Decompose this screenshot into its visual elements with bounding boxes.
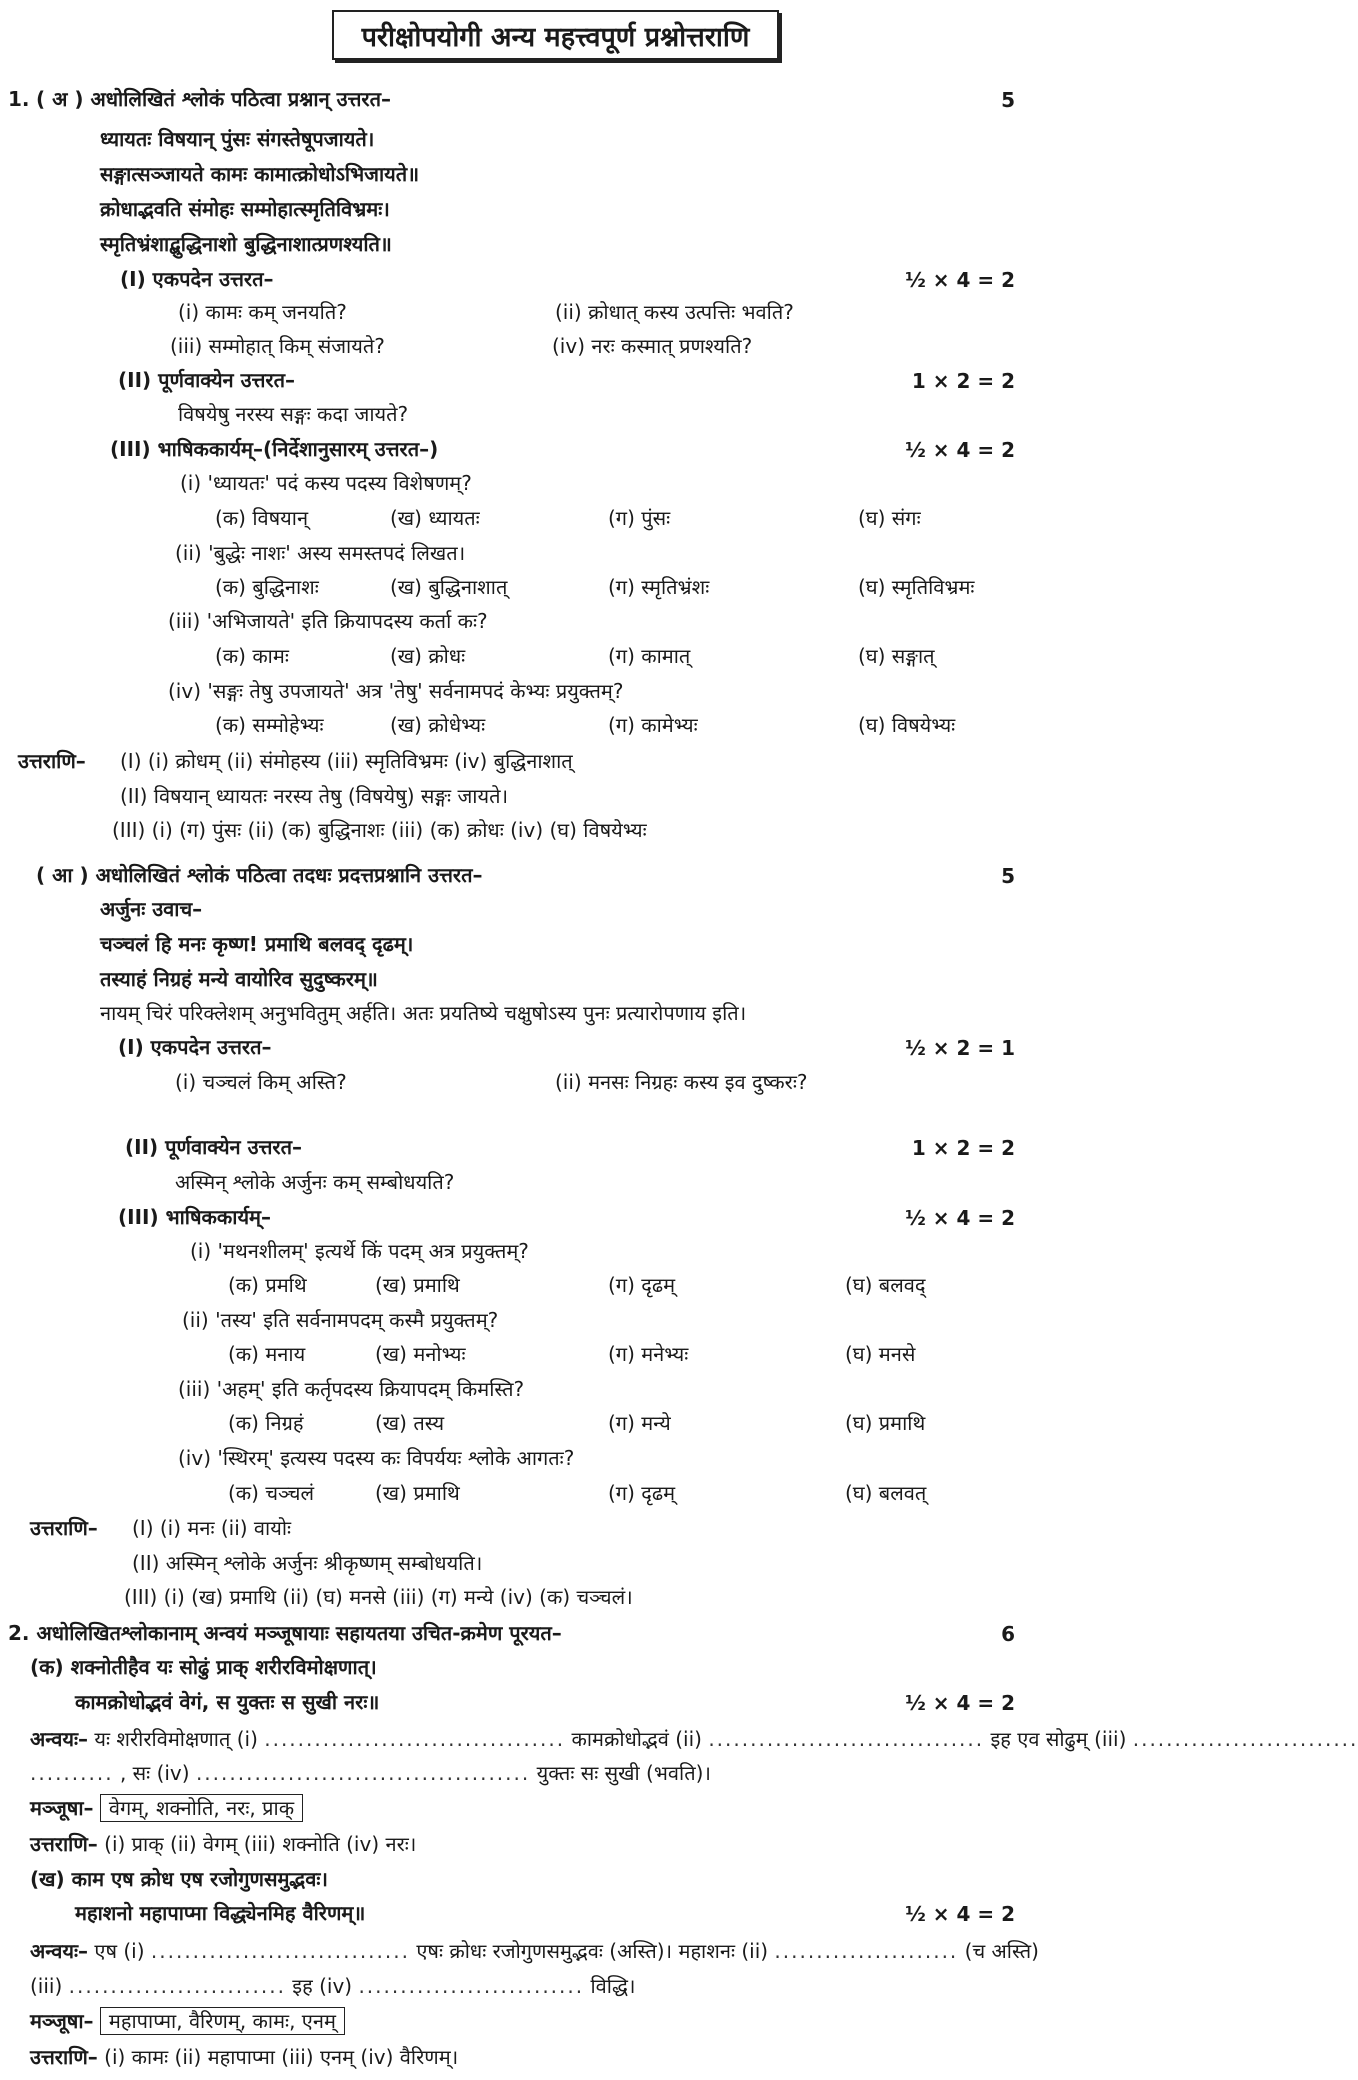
option: (ख) क्रोधेभ्यः (390, 713, 486, 737)
question-item: (iv) 'स्थिरम्' इत्यस्य पदस्य कः विपर्ययः श्लोके आगतः? (178, 1446, 575, 1470)
blank[interactable]: .......................... (68, 1974, 286, 1998)
q2-marks: 6 (1001, 1622, 1015, 1646)
q2kh-shloka-line: (ख) काम एष क्रोध एष रजोगुणसमुद्भवः। (30, 1867, 328, 1891)
option: (ख) प्रमाथि (375, 1481, 460, 1505)
question-item: (iii) 'अहम्' इति कर्तृपदस्य क्रियापदम् किमस्ति? (178, 1377, 525, 1401)
option: (क) सम्मोहेभ्यः (215, 713, 324, 737)
option: (ग) दृढम् (608, 1273, 676, 1297)
answers-label: उत्तराणि– (18, 749, 86, 773)
option: (ख) ध्यायतः (390, 506, 480, 530)
q1b-III-marks: ½ × 4 = 2 (905, 1206, 1015, 1230)
q2k-shloka-line: कामक्रोधोद्भवं वेगं, स युक्तः स सुखी नरः॥ (75, 1690, 380, 1714)
q1a-II-marks: 1 × 2 = 2 (911, 369, 1015, 393)
q1b-marks: 5 (1001, 864, 1015, 888)
anvaya-text: एषः क्रोधः रजोगुणसमुद्भवः (अस्ति)। महाशनः (ii) (416, 1939, 769, 1963)
q1b-II-label: (II) पूर्णवाक्येन उत्तरत– (125, 1135, 302, 1159)
blank[interactable]: ........................... (358, 1974, 585, 1998)
q2kh-shloka-line: महाशनो महापाप्मा विद्ध्येनमिह वैरिणम्॥ (75, 1901, 366, 1925)
q1a-marks: 5 (1001, 88, 1015, 112)
blank[interactable]: .................................... (264, 1727, 566, 1751)
question-item: (i) 'मथनशीलम्' इत्यर्थे किं पदम् अत्र प्रयुक्तम्? (190, 1239, 529, 1263)
option: (घ) स्मृतिविभ्रमः (858, 575, 975, 599)
option: (ग) पुंसः (608, 506, 671, 530)
blank[interactable]: ........................... (1132, 1727, 1358, 1751)
shloka-line: क्रोधाद्भवति संमोहः सम्मोहात्स्मृतिविभ्रमः। (100, 197, 390, 221)
q2kh-marks: ½ × 4 = 2 (905, 1902, 1015, 1926)
anvaya-text: युक्तः सः सुखी (भवति)। (536, 1761, 711, 1785)
option: (घ) संगः (858, 506, 921, 530)
word-box: महापाप्मा, वैरिणम्, कामः, एनम् (100, 2007, 345, 2035)
q1b-I-marks: ½ × 2 = 1 (905, 1036, 1015, 1060)
q1a-II-label: (II) पूर्णवाक्येन उत्तरत– (118, 368, 295, 392)
q1b-I-label: (I) एकपदेन उत्तरत– (118, 1035, 272, 1059)
q2-heading: 2. अधोलिखितश्लोकानाम् अन्वयं मञ्जूषायाः सहायतया उचित-क्रमेण पूरयत– (8, 1621, 562, 1645)
blank[interactable]: ........................................ (195, 1761, 531, 1785)
option: (ग) मनेभ्यः (608, 1342, 689, 1366)
question-item: अस्मिन् श्लोके अर्जुनः कम् सम्बोधयति? (175, 1170, 455, 1194)
shloka-line: सङ्गात्सञ्जायते कामः कामात्क्रोधोऽभिजायते॥ (100, 162, 420, 186)
question-item: (i) चञ्चलं किम् अस्ति? (175, 1070, 347, 1094)
answers-label: उत्तराणि– (30, 1516, 98, 1540)
option: (ख) क्रोधः (390, 644, 466, 668)
word-box: वेगम्, शक्नोति, नरः, प्राक् (100, 1794, 303, 1822)
option: (क) बुद्धिनाशः (215, 575, 319, 599)
question-item: विषयेषु नरस्य सङ्गः कदा जायते? (178, 402, 409, 426)
option: (ग) कामात् (608, 644, 691, 668)
anvaya-text: , सः (iv) (119, 1761, 190, 1785)
shloka-line: तस्याहं निग्रहं मन्ये वायोरिव सुदुष्करम्॥ (100, 967, 378, 991)
blank[interactable]: .......... (30, 1761, 114, 1785)
answer-line: (II) विषयान् ध्यायतः नरस्य तेषु (विषयेषु) सङ्गः जायते। (120, 784, 509, 808)
question-item: (i) कामः कम् जनयति? (178, 300, 347, 324)
option: (घ) मनसे (845, 1342, 916, 1366)
option: (ग) दृढम् (608, 1481, 676, 1505)
question-item: (iii) 'अभिजायते' इति क्रियापदस्य कर्ता कः? (168, 609, 488, 633)
question-item: (iii) सम्मोहात् किम् संजायते? (170, 334, 385, 358)
question-item: (ii) 'बुद्धेः नाशः' अस्य समस्तपदं लिखत। (175, 541, 466, 565)
question-item: (ii) मनसः निग्रहः कस्य इव दुष्करः? (555, 1070, 808, 1094)
option: (घ) विषयेभ्यः (858, 713, 956, 737)
shloka-line: चञ्चलं हि मनः कृष्ण! प्रमाथि बलवद् दृढम्। (100, 932, 414, 956)
option: (घ) बलवद् (845, 1273, 926, 1297)
anvaya-text: इह एव सोढुम् (iii) (990, 1727, 1127, 1751)
q1a-heading: ( अ ) अधोलिखितं श्लोकं पठित्वा प्रश्नान् उत्तरत– (36, 87, 392, 111)
answer-line: (I) (i) मनः (ii) वायोः (132, 1516, 292, 1540)
question-item: (i) 'ध्यायतः' पदं कस्य पदस्य विशेषणम्? (180, 471, 472, 495)
answer-line: (i) प्राक् (ii) वेगम् (iii) शक्नोति (iv) नरः। (104, 1832, 417, 1856)
question-item: (iv) 'सङ्गः तेषु उपजायते' अत्र 'तेषु' सर्वनामपदं केभ्यः प्रयुक्तम्? (168, 679, 624, 703)
option: (ग) कामेभ्यः (608, 713, 698, 737)
q2k-shloka-line: (क) शक्नोतीहैव यः सोढुं प्राक् शरीरविमोक्षणात्। (30, 1655, 377, 1679)
q1a-I-marks: ½ × 4 = 2 (905, 268, 1015, 292)
q1b-heading: ( आ ) अधोलिखितं श्लोकं पठित्वा तदधः प्रदत्तप्रश्नानि उत्तरत– (36, 863, 483, 887)
option: (घ) सङ्गात् (858, 644, 935, 668)
option: (ख) बुद्धिनाशात् (390, 575, 508, 599)
q1a-III-marks: ½ × 4 = 2 (905, 438, 1015, 462)
option: (क) निग्रहं (228, 1411, 304, 1435)
option: (ग) मन्ये (608, 1411, 671, 1435)
page-title: परीक्षोपयोगी अन्य महत्त्वपूर्ण प्रश्नोत्तराणि (332, 10, 779, 60)
shloka-line: ध्यायतः विषयान् पुंसः संगस्तेषूपजायते। (100, 127, 375, 151)
speaker: अर्जुनः उवाच– (100, 897, 203, 921)
blank[interactable]: ............................... (150, 1939, 410, 1963)
answers-label: उत्तराणि– (30, 1832, 98, 1856)
q1a-III-label: (III) भाषिककार्यम्–(निर्देशानुसारम् उत्तरत–) (110, 437, 439, 461)
option: (क) विषयान् (215, 506, 309, 530)
option: (ख) मनोभ्यः (375, 1342, 466, 1366)
shloka-line: स्मृतिभ्रंशाद्बुद्धिनाशो बुद्धिनाशात्प्रणश्यति॥ (100, 232, 392, 256)
answers-label: उत्तराणि– (30, 2045, 98, 2069)
anvaya-text: यः शरीरविमोक्षणात् (i) (94, 1727, 258, 1751)
anvaya-label: अन्वयः– (30, 1727, 89, 1751)
question-item: (ii) 'तस्य' इति सर्वनामपदम् कस्मै प्रयुक्तम्? (182, 1308, 499, 1332)
answer-line: (III) (i) (ख) प्रमाथि (ii) (घ) मनसे (iii) (ग) मन्ये (iv) (क) चञ्चलं। (124, 1585, 633, 1609)
q1a-I-label: (I) एकपदेन उत्तरत– (120, 267, 274, 291)
anvaya-text: विद्धि। (590, 1974, 636, 1998)
option: (घ) बलवत् (845, 1481, 927, 1505)
anvaya-text: इह (iv) (292, 1974, 353, 1998)
blank[interactable]: ...................... (774, 1939, 959, 1963)
q2k-marks: ½ × 4 = 2 (905, 1691, 1015, 1715)
option: (क) प्रमथि (228, 1273, 307, 1297)
option: (क) मनाय (228, 1342, 306, 1366)
option: (ख) तस्य (375, 1411, 445, 1435)
manjusha-label: मञ्जूषा– (30, 1796, 94, 1820)
anvaya-text: कामक्रोधोद्भवं (ii) (571, 1727, 702, 1751)
manjusha-label: मञ्जूषा– (30, 2009, 94, 2033)
blank[interactable]: ................................. (708, 1727, 985, 1751)
option: (ख) प्रमाथि (375, 1273, 460, 1297)
answer-line: (II) अस्मिन् श्लोके अर्जुनः श्रीकृष्णम् सम्बोधयति। (132, 1551, 483, 1575)
anvaya-label: अन्वयः– (30, 1939, 89, 1963)
q1b-III-label: (III) भाषिककार्यम्– (118, 1205, 272, 1229)
answer-line: (I) (i) क्रोधम् (ii) संमोहस्य (iii) स्मृतिविभ्रमः (iv) बुद्धिनाशात् (120, 749, 573, 773)
question-item: (iv) नरः कस्मात् प्रणश्यति? (552, 334, 753, 358)
anvaya-text: (च अस्ति) (964, 1939, 1039, 1963)
q1-number: 1. (8, 87, 30, 111)
option: (ग) स्मृतिभ्रंशः (608, 575, 710, 599)
option: (घ) प्रमाथि (845, 1411, 926, 1435)
anvaya-text: एष (i) (94, 1939, 145, 1963)
q1b-II-marks: 1 × 2 = 2 (911, 1136, 1015, 1160)
question-item: (ii) क्रोधात् कस्य उत्पत्तिः भवति? (555, 300, 794, 324)
answer-line: (III) (i) (ग) पुंसः (ii) (क) बुद्धिनाशः (iii) (क) क्रोधः (iv) (घ) विषयेभ्यः (112, 818, 647, 842)
prose-line: नायम् चिरं परिक्लेशम् अनुभवितुम् अर्हति। अतः प्रयतिष्ये चक्षुषोऽस्य पुनः प्रत्यारोपणाय इति। (100, 1001, 747, 1025)
answer-line: (i) कामः (ii) महापाप्मा (iii) एनम् (iv) वैरिणम्। (104, 2045, 459, 2069)
option: (क) चञ्चलं (228, 1481, 315, 1505)
anvaya-text: (iii) (30, 1974, 63, 1998)
option: (क) कामः (215, 644, 289, 668)
